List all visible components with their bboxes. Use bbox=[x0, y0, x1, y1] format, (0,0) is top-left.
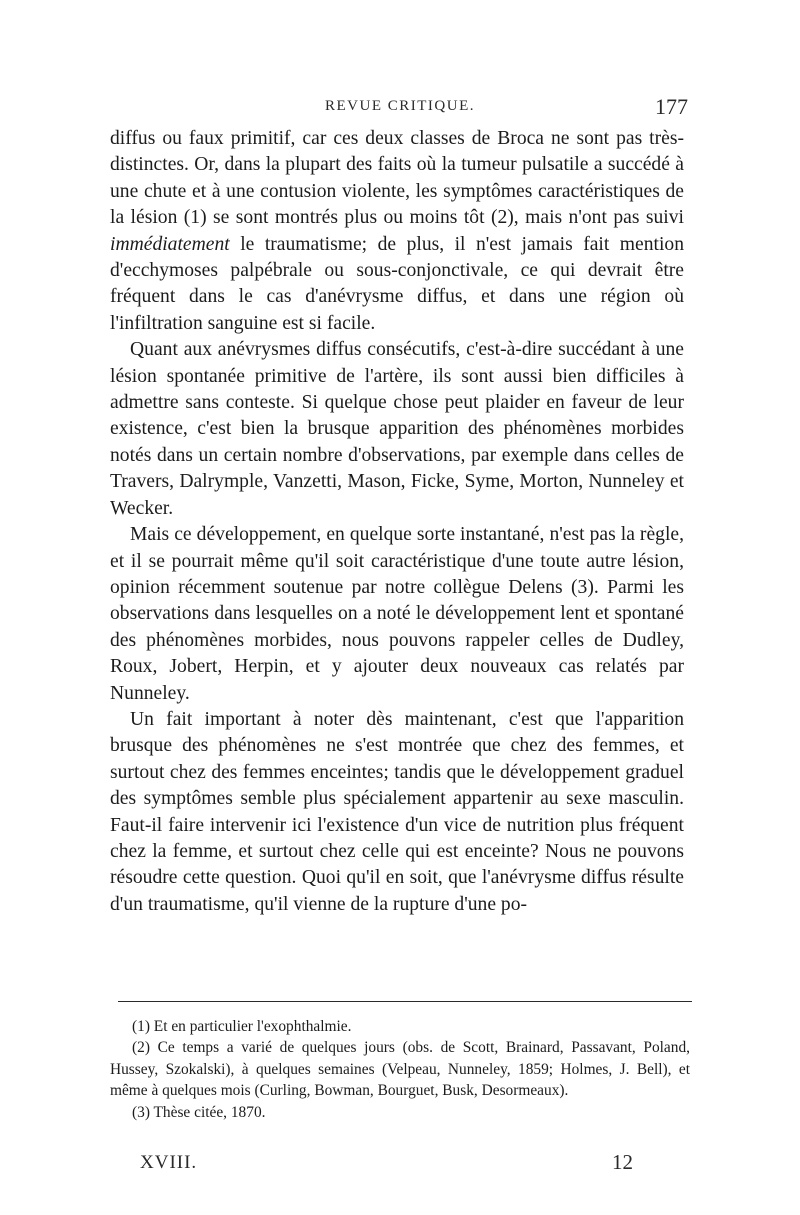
sheet-number: 12 bbox=[612, 1150, 633, 1174]
paragraph: Un fait important à noter dès maintenant, c'est que l'apparition brusque des phénomènes ne s'est montrée que chez des femmes, et surtout chez des femmes enceintes; tandis que le développement graduel des symptômes semble plus spécialement appartenir au sexe masculin. Faut-il faire intervenir ici l'existence d'un vice de nutrition plus fréquent chez la femme, et surtout chez celle qui est enceinte? Nous ne pouvons résoudre cette question. Quoi qu'il en soit, que l'anévrysme diffus résulte d'un traumatisme, qu'il vienne de la rupture d'une po- bbox=[110, 708, 684, 915]
signature-mark: XVIII. bbox=[140, 1152, 198, 1173]
footnote: (1) Et en particulier l'exophthalmie. bbox=[132, 1018, 352, 1035]
page-number: 177 bbox=[655, 94, 688, 119]
body-text bbox=[110, 126, 684, 918]
running-head bbox=[110, 94, 690, 122]
running-title: REVUE CRITIQUE. bbox=[325, 98, 475, 114]
paragraph: diffus ou faux primitif, car ces deux classes de Broca ne sont pas très-distinctes. Or, dans la plupart des faits où la tumeur pulsatile a succédé à une chute et à une contusion violente, les symptômes caractéristiques de la lésion (1) se sont montrés plus ou moins tôt (2), mais n'ont pas suivi immédiatement le traumatisme; de plus, il n'est jamais fait mention d'ecchymoses palpébrale ou sous-conjonctivale, ce qui devrait être fréquent dans le cas d'anévrysme diffus, et dans une région où l'infiltration sanguine est si facile. bbox=[110, 128, 684, 334]
paragraph: Quant aux anévrysmes diffus consécutifs, c'est-à-dire succédant à une lésion spontanée primitive de l'artère, ils sont aussi bien difficiles à admettre sans conteste. Si quelque chose peut plaider en faveur de leur existence, c'est bien la brusque apparition des phénomènes morbides notés dans un certain nombre d'observations, par exemple dans celles de Travers, Dalrymple, Vanzetti, Mason, Ficke, Syme, Morton, Nunneley et Wecker. bbox=[110, 339, 684, 519]
footnote-rule bbox=[118, 1001, 692, 1002]
footnotes bbox=[110, 1016, 690, 1123]
footnote: (2) Ce temps a varié de quelques jours (obs. de Scott, Brainard, Passavant, Poland, Hussey, Szokalski), à quelques semaines (Velpeau, Nunneley, 1859; Holmes, J. Bell), et même à quelques mois (Curling, Bowman, Bourguet, Busk, Desormeaux). bbox=[110, 1039, 690, 1100]
paragraph: Mais ce développement, en quelque sorte instantané, n'est pas la règle, et il se pourrait même qu'il soit caractéristique d'une toute autre lésion, opinion récemment soutenue par notre collègue Delens (3). Parmi les observations dans lesquelles on a noté le développement lent et spontané des phénomènes morbides, nous pouvons rappeler celles de Dudley, Roux, Jobert, Herpin, et y ajouter deux nouveaux cas relatés par Nunneley. bbox=[110, 524, 684, 704]
emphasis: immédiatement bbox=[110, 233, 230, 255]
footnote: (3) Thèse citée, 1870. bbox=[132, 1103, 266, 1121]
